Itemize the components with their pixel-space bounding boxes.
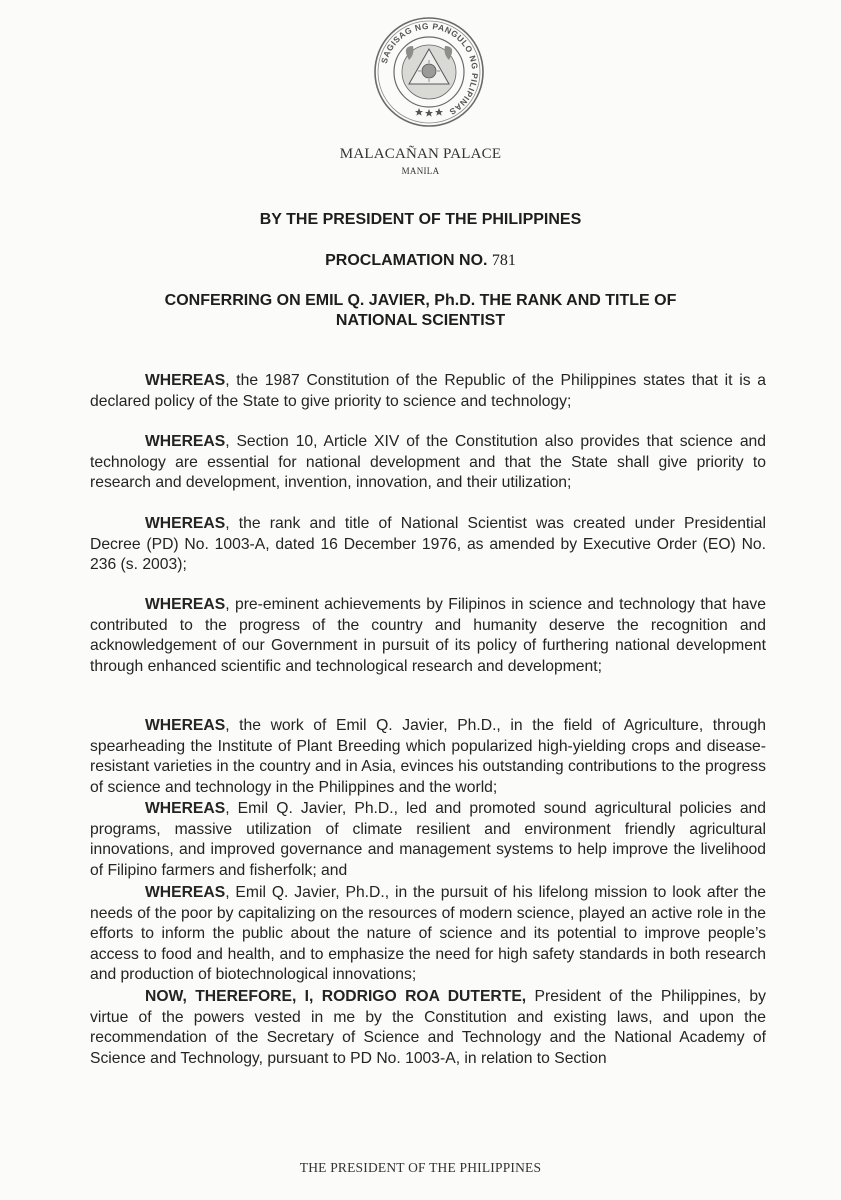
proclamation-number: 781 [491,252,516,269]
presidential-seal-icon [373,16,485,128]
paragraph-text: , the 1987 Constitution of the Republic of the Philippines states that it is a declared policy of the State to give priority to science and technology; [90,372,766,410]
page-footer: THE PRESIDENT OF THE PHILIPPINES [299,1160,542,1175]
paragraph-lead: WHEREAS [145,596,226,613]
paragraph [90,987,766,1069]
paragraph-lead: WHEREAS [145,433,226,450]
paragraph-lead: WHEREAS [145,800,226,817]
paragraph-text: , the rank and title of National Scientist was created under Presidential Decree (PD) No. 1003-A, dated 16 December 1976, as amended by Executive Order (EO) No. 236 (s. 2003); [90,515,766,573]
seal-inscription: SAGISAG NG PANGULO NG PILIPINAS [378,20,481,118]
presidential-seal [373,16,485,128]
paragraph-lead: WHEREAS [145,717,226,734]
paragraph [90,799,766,881]
proclamation-heading [0,252,841,270]
paragraph-text: , Section 10, Article XIV of the Constitution also provides that science and technology are essential for national development and that the State shall give priority to research and development, invention, innovation, and their utilization; [90,433,766,491]
paragraph-text: , pre-eminent achievements by Filipinos in science and technology that have contributed to the progress of the country and humanity deserve the recognition and acknowledgement of our Government in pursuit of its policy of furthering national development through enhanced scientific and technological research and development; [90,596,766,675]
paragraph [90,514,766,576]
paragraph-lead: NOW, THEREFORE, I, RODRIGO ROA DUTERTE, [145,988,527,1005]
paragraph-text: , Emil Q. Javier, Ph.D., led and promoted sound agricultural policies and programs, massive utilization of climate resilient and environment friendly agricultural innovations, and improved governance and management systems to help improve the livelihood of Filipino farmers and fisherfolk; and [90,800,766,879]
title-line-1: CONFERRING ON EMIL Q. JAVIER, Ph.D. THE RANK AND TITLE OF [164,292,677,309]
paragraph [90,716,766,798]
office-city: MANILA [401,166,440,176]
by-line: BY THE PRESIDENT OF THE PHILIPPINES [259,211,582,228]
paragraph-lead: WHEREAS [145,884,226,901]
office-palace: MALACAÑAN PALACE [339,146,502,162]
title-line-2: NATIONAL SCIENTIST [335,312,506,329]
paragraph-lead: WHEREAS [145,515,226,532]
paragraph-lead: WHEREAS [145,372,226,389]
paragraph [90,595,766,677]
proclamation-label: PROCLAMATION NO. [325,252,488,269]
paragraph [90,432,766,494]
paragraph-text: , Emil Q. Javier, Ph.D., in the pursuit of his lifelong mission to look after the needs of the poor by capitalizing on the resources of modern science, played an active role in the efforts to inform the public about the nature of science and its potential to improve people’s access to food and health, and to emphasize the need for high safety standards in both research and production of biotechnological innovations; [90,884,766,983]
paragraph-text: President of the Philippines, by virtue of the powers vested in me by the Constitution and existing laws, and upon the recommendation of the Secretary of Science and Technology and the National Academy of Science and Technology, pursuant to PD No. 1003-A, in relation to Section [90,988,766,1067]
paragraph [90,883,766,986]
paragraph [90,371,766,412]
proclamation-title [0,291,841,331]
paragraph-text: , the work of Emil Q. Javier, Ph.D., in the field of Agriculture, through spearheading the Institute of Plant Breeding which popularized high-yielding crops and disease-resistant varieties in the country and in Asia, evinces his outstanding contributions to the progress of science and technology in the Philippines and the world; [90,717,766,796]
